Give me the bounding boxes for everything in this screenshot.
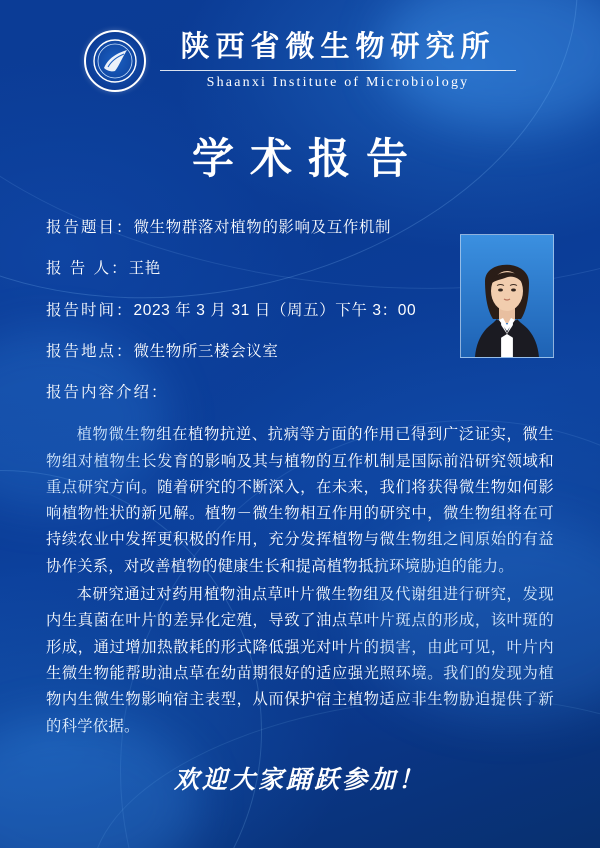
speaker-value: 王艳	[128, 260, 161, 278]
info-row-content-label	[46, 381, 554, 404]
institute-emblem-icon	[84, 30, 146, 92]
abstract-paragraph: 植物微生物组在植物抗逆、抗病等方面的作用已得到广泛证实，微生物组对植物生长发育的影响及其与植物的互作机制是国际前沿研究领域和重点研究方向。随着研究的不断深入，在未来，我们将获得微生物如何影响植物性状的新见解。植物－微生物相互作用的研究中，微生物组将在可持续农业中发挥更积极的作用，充分发挥植物与微生物组之间原始的有益协作关系，对改善植物的健康生长和提高植物抵抗环境胁迫的能力。	[46, 426, 554, 575]
content-label: 报告内容介绍：	[46, 384, 169, 401]
institute-titles	[160, 31, 516, 90]
page-title: 学术报告	[191, 135, 424, 182]
speaker-portrait	[460, 234, 554, 358]
time-label: 报告时间：	[46, 301, 134, 319]
time-value: 2023 年 3 月 31 日（周五）下午 3：00	[133, 301, 417, 319]
title-divider	[160, 70, 516, 71]
abstract-body	[46, 422, 554, 740]
place-value: 微生物所三楼会议室	[133, 342, 279, 360]
poster-header	[0, 0, 600, 92]
place-label: 报告地点：	[46, 342, 134, 360]
info-block	[46, 216, 554, 404]
topic-label: 报告题目：	[46, 219, 134, 236]
welcome-note: 欢迎大家踊跃参加！	[173, 767, 426, 794]
institute-name-en: Shaanxi Institute of Microbiology	[206, 74, 470, 90]
institute-name-cn: 陕西省微生物研究所	[180, 31, 496, 64]
abstract-paragraph: 本研究通过对药用植物油点草叶片微生物组及代谢组进行研究，发现内生真菌在叶片的差异化定殖，导致了油点草叶片斑点的形成，该叶斑的形成，通过增加热散耗的形式降低强光对叶片的损害，由此可见，叶片内生微生物能帮助油点草在幼苗期很好的适应强光照环境。我们的发现为植物内生微生物影响宿主表型，从而保护宿主植物适应非生物胁迫提供了新的科学依据。	[46, 586, 554, 735]
speaker-label: 报 告 人：	[46, 260, 129, 278]
topic-value: 微生物群落对植物的影响及互作机制	[133, 219, 392, 236]
